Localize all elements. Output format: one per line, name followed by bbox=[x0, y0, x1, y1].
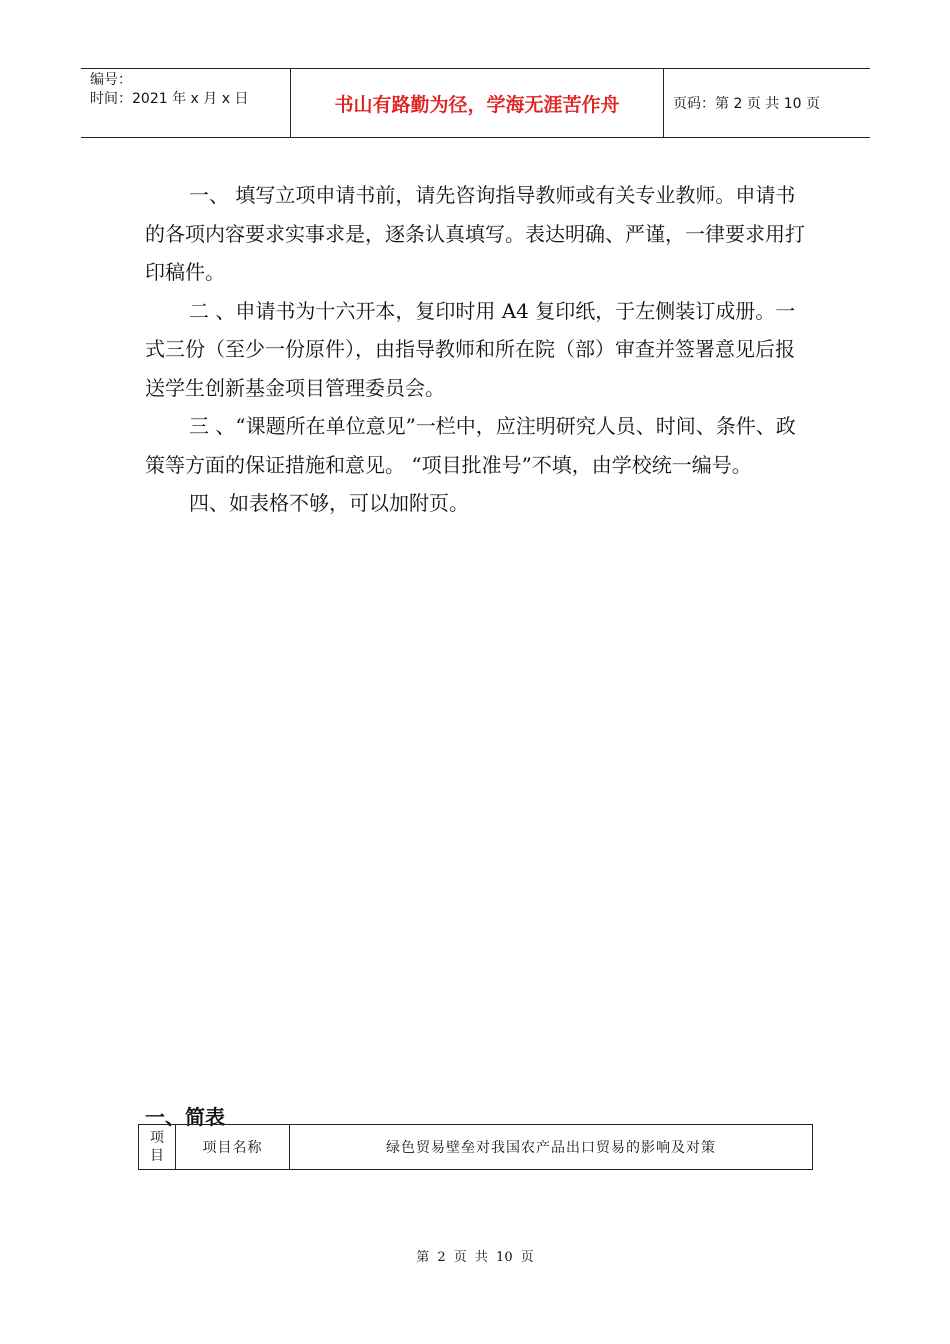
project-name-value: 绿色贸易壁垒对我国农产品出口贸易的影响及对策 bbox=[386, 1140, 716, 1156]
brief-section-title: 一、简表 bbox=[145, 1105, 225, 1129]
number-label: 编号： bbox=[90, 72, 132, 88]
instruction-paragraph: 三 、“课题所在单位意见”一栏中，应注明研究人员、时间、条件、政策等方面的保证措施和意见。 “项目批准号”不填，由学校统一编号。 bbox=[145, 414, 796, 477]
page-footer: 第 2 页 共 10 页 bbox=[416, 1250, 534, 1265]
instruction-paragraph: 二 、申请书为十六开本，复印时用 A4 复印纸，于左侧装订成册。一式三份（至少一份原件），由指导教师和所在院（部）审查并签署意见后报送学生创新基金项目管理委员会。 bbox=[145, 298, 796, 400]
project-name-label: 项目名称 bbox=[176, 1125, 290, 1169]
time-label: 时间：2021 年 x 月 x 日 bbox=[90, 91, 249, 107]
brief-table bbox=[138, 1124, 813, 1170]
instruction-paragraph: 四、如表格不够，可以加附页。 bbox=[189, 491, 469, 515]
instructions-body bbox=[145, 176, 810, 523]
instruction-paragraph: 一、 填写立项申请书前，请先咨询指导教师或有关专业教师。申请书的各项内容要求实事求是，逐条认真填写。表达明确、严谨，一律要求用打印稿件。 bbox=[145, 183, 805, 284]
row-header-cell bbox=[139, 1125, 176, 1169]
row-header-bottom: 目 bbox=[150, 1148, 164, 1164]
page-header bbox=[81, 68, 870, 138]
header-meta bbox=[81, 69, 291, 137]
header-motto: 书山有路勤为径，学海无涯苦作舟 bbox=[291, 69, 664, 137]
header-page-info: 页码：第 2 页 共 10 页 bbox=[673, 96, 820, 112]
row-header-top: 项 bbox=[150, 1130, 164, 1146]
